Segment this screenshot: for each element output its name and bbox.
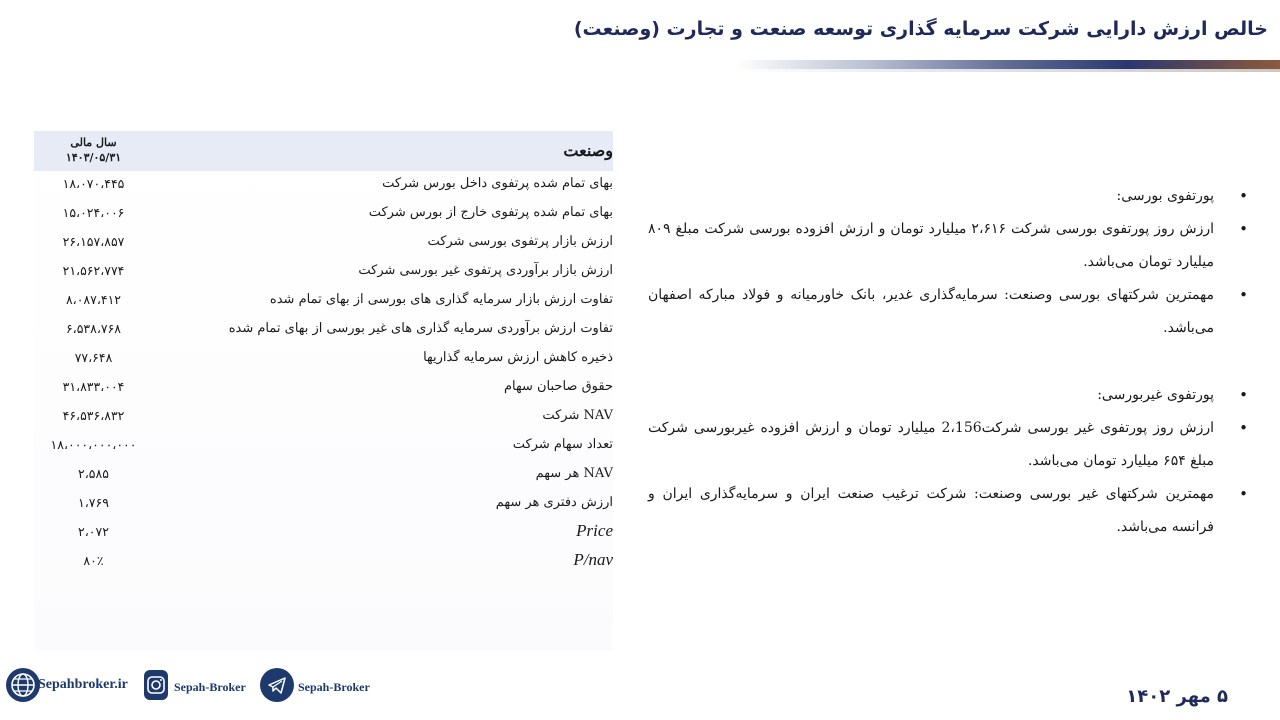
footer-date: ۵ مهر ۱۴۰۲	[1126, 686, 1228, 707]
instagram-label: Sepah-Broker	[174, 680, 246, 694]
row-label: Price	[576, 521, 613, 540]
nav-table	[34, 131, 613, 651]
table-row	[34, 171, 613, 200]
portfolio-notes	[648, 180, 1248, 544]
telegram-icon	[260, 668, 294, 702]
instagram-icon	[144, 670, 168, 700]
fiscal-year-date: ۱۴۰۳/۰۵/۳۱	[65, 151, 122, 164]
row-value: ۱۸،۰۷۰،۴۴۵	[62, 176, 125, 191]
row-value: ۲۱،۵۶۲،۷۷۴	[62, 263, 125, 278]
row-value: ۸۰٪	[83, 553, 104, 568]
globe-icon	[6, 668, 40, 702]
table-row	[34, 461, 613, 490]
table-header-company: وصنعت	[563, 141, 613, 160]
row-label: P/nav	[573, 550, 613, 569]
row-label: تعداد سهام شرکت	[512, 437, 613, 452]
website-label: Sepahbroker.ir	[38, 677, 128, 692]
row-label: بهای تمام شده پرتفوی خارج از بورس شرکت	[368, 205, 613, 220]
row-label: ارزش دفتری هر سهم	[495, 495, 613, 510]
row-value: ۲۶،۱۵۷،۸۵۷	[62, 234, 125, 249]
row-value: ۳۱،۸۳۳،۰۰۴	[62, 379, 125, 394]
table-row	[34, 258, 613, 287]
row-label: ذخیره کاهش ارزش سرمایه گذاریها	[423, 350, 613, 365]
table-header-year	[56, 135, 131, 165]
row-label: حقوق صاحبان سهام	[503, 379, 613, 394]
table-row	[34, 287, 613, 316]
list-item: • ارزش روز پورتفوی بورسی شرکت ۲،۶۱۶ میلیارد تومان و ارزش افزوده بورسی شرکت مبلغ ۸۰۹ میلیارد تومان می‌باشد.	[648, 213, 1248, 279]
list-item: • ارزش روز پورتفوی غیر بورسی شرکت2،156 میلیارد تومان و ارزش افزوده غیربورسی شرکت مبلغ ۶۵۴ میلیارد تومان می‌باشد.	[648, 412, 1248, 478]
row-value: ۶،۵۳۸،۷۶۸	[65, 321, 122, 336]
row-label: NAV هر سهم	[535, 466, 613, 481]
table-row	[34, 490, 613, 519]
table-row	[34, 200, 613, 229]
row-value: ۱،۷۶۹	[78, 495, 109, 510]
row-value: ۸،۰۸۷،۴۱۲	[65, 292, 122, 307]
row-value: ۲،۵۸۵	[78, 466, 109, 481]
row-label: تفاوت ارزش بازار سرمایه گذاری های بورسی از بهای تمام شده	[269, 292, 613, 307]
table-row	[34, 519, 613, 548]
row-label: تفاوت ارزش برآوردی سرمایه گذاری های غیر بورسی از بهای تمام شده	[228, 321, 613, 336]
list-item: • پورتفوی بورسی:	[648, 180, 1248, 213]
list-item: • مهمترین شرکتهای غیر بورسی وصنعت: شرکت ترغیب صنعت ایران و سرمایه‌گذاری ایران و فرانسه می‌باشد.	[648, 478, 1248, 544]
table-row	[34, 548, 613, 577]
title-underline-bar	[735, 60, 1280, 69]
table-row	[34, 316, 613, 345]
row-value: ۱۸،۰۰۰،۰۰۰،۰۰۰	[50, 437, 137, 452]
row-value: ۱۵،۰۲۴،۰۰۶	[62, 205, 125, 220]
table-header	[34, 131, 613, 171]
table-body	[34, 171, 613, 577]
row-value: ۴۶،۵۳۶،۸۳۲	[62, 408, 125, 423]
list-item: • مهمترین شرکتهای بورسی وصنعت: سرمایه‌گذاری غدیر، بانک خاورمیانه و فولاد مبارکه اصفهان می‌باشد.	[648, 279, 1248, 345]
list-item: • پورتفوی غیربورسی:	[648, 379, 1248, 412]
row-label: ارزش بازار برآوردی پرتفوی غیر بورسی شرکت	[358, 263, 613, 278]
page-title: خالص ارزش دارایی شرکت سرمایه گذاری توسعه صنعت و تجارت (وصنعت)	[573, 18, 1268, 40]
telegram-label: Sepah-Broker	[298, 680, 370, 694]
table-row	[34, 345, 613, 374]
fiscal-year-label: سال مالی	[70, 136, 117, 149]
row-value: ۷۷،۶۴۸	[74, 350, 113, 365]
table-row	[34, 374, 613, 403]
row-label: NAV شرکت	[542, 408, 613, 423]
table-row	[34, 403, 613, 432]
row-label: بهای تمام شده پرتفوی داخل بورس شرکت	[382, 176, 613, 191]
table-row	[34, 432, 613, 461]
row-value: ۲،۰۷۲	[78, 524, 109, 539]
row-label: ارزش بازار پرتفوی بورسی شرکت	[427, 234, 613, 249]
table-row	[34, 229, 613, 258]
title-underline-shadow	[735, 69, 1280, 72]
